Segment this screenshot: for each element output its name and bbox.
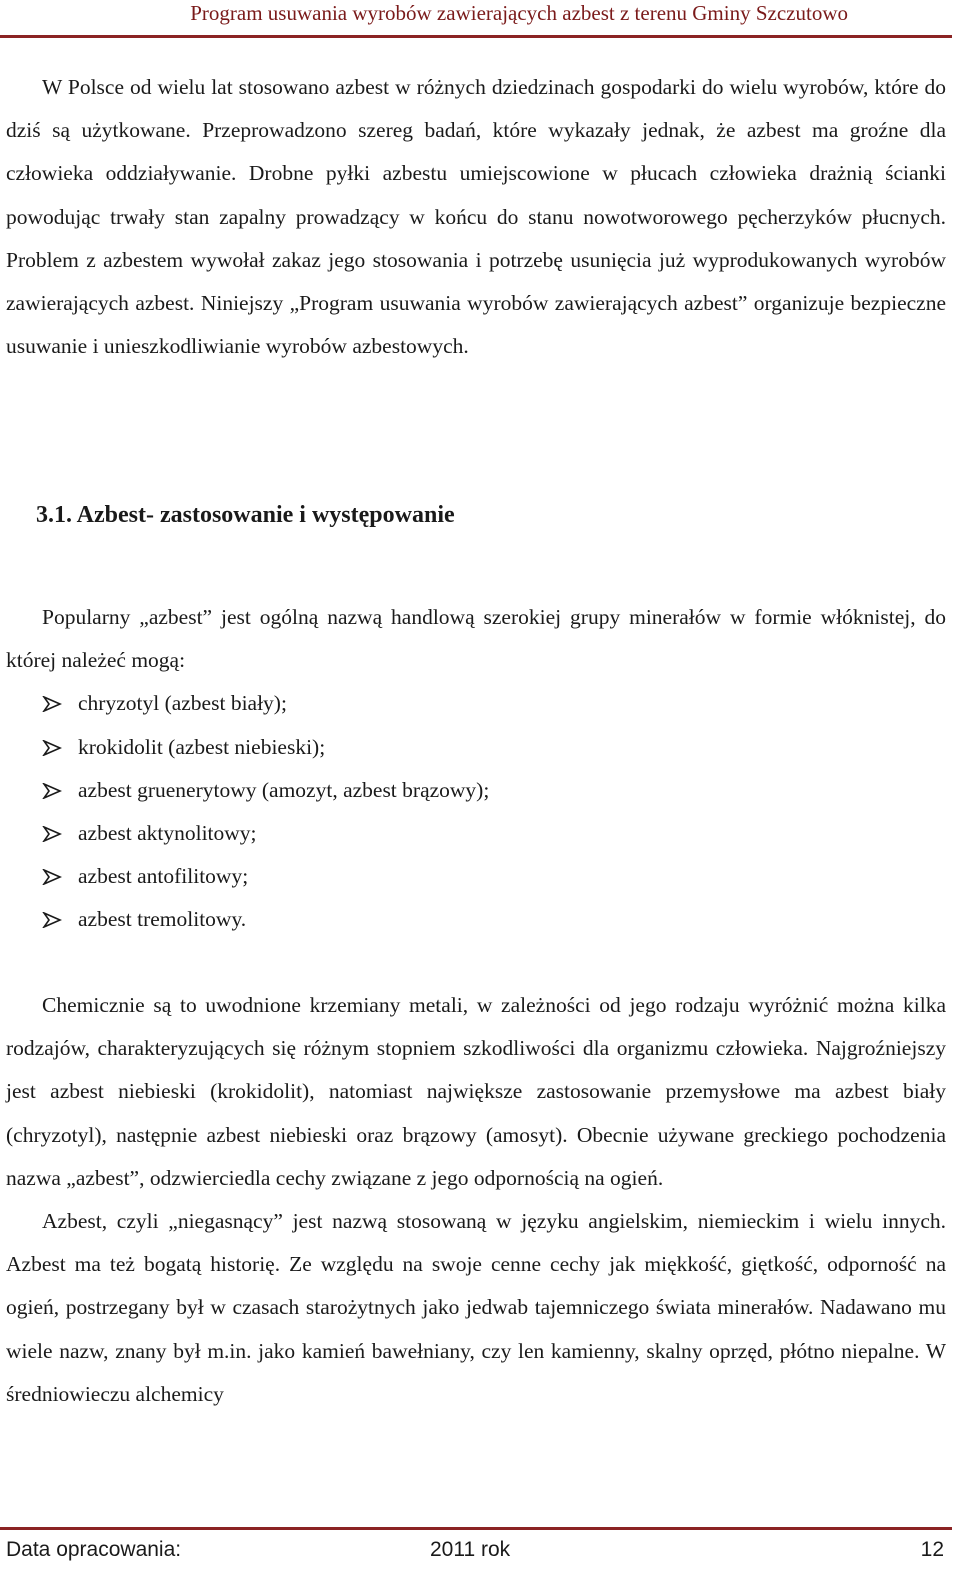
header-rule (0, 35, 952, 38)
chemistry-section (6, 984, 946, 1416)
intro-section (6, 66, 946, 368)
intro-paragraph: W Polsce od wielu lat stosowano azbest w różnych dziedzinach gospodarki do wielu wyrobów, które do dziś są użytkowane. Przeprowadzono szereg badań, które wykazały jednak, że azbest ma groźne dla człowieka oddziaływanie. Drobne pyłki azbestu umiejscowione w płucach człowieka drażnią ścianki powodując trwały stan zapalny prowadzący w końcu do stanu nowotworowego pęcherzyków płucnych. Problem z azbestem wywołał zakaz jego stosowania i potrzebę usunięcia już wyprodukowanych wyrobów zawierających azbest. Niniejszy „Program usuwania wyrobów zawierających azbest” organizuje bezpieczne usuwanie i unieszkodliwianie wyrobów azbestowych. (6, 75, 946, 359)
asbestos-types-list (6, 682, 946, 941)
list-item-label: azbest gruenerytowy (amozyt, azbest brązowy); (78, 777, 490, 802)
page-number: 12 (920, 1538, 944, 1561)
list-item-label: chryzotyl (azbest biały); (78, 691, 287, 716)
arrow-bullet-icon (42, 696, 62, 712)
list-item-label: krokidolit (azbest niebieski); (78, 734, 326, 759)
history-paragraph: Azbest, czyli „niegasnący” jest nazwą stosowaną w języku angielskim, niemieckim i wielu innych. Azbest ma też bogatą historię. Ze względu na swoje cenne cechy jak miękkość, giętkość, odporność na ogień, postrzegany był w czasach starożytnych jako jedwab tajemniczego świata minerałów. Nadawano mu wiele nazw, znany był m.in. jako kamień bawełniany, czy len kamienny, skalny oprzęd, płótno niepalne. W średniowieczu alchemicy (6, 1209, 946, 1406)
arrow-bullet-icon (42, 912, 62, 928)
list-item (6, 769, 946, 812)
header-title: Program usuwania wyrobów zawierających azbest z terenu Gminy Szczutowo (190, 1, 848, 25)
arrow-bullet-icon (42, 783, 62, 799)
list-item-label: azbest tremolitowy. (78, 907, 247, 932)
section-lead-paragraph: Popularny „azbest” jest ogólną nazwą handlową szerokiej grupy minerałów w formie włóknistej, do której należeć mogą: (6, 605, 946, 673)
list-item-label: azbest antofilitowy; (78, 864, 249, 889)
arrow-bullet-icon (42, 740, 62, 756)
section-heading: 3.1. Azbest- zastosowanie i występowanie (36, 502, 455, 528)
list-item (6, 855, 946, 898)
chemistry-paragraph: Chemicznie są to uwodnione krzemiany metali, w zależności od jego rodzaju wyróżnić można kilka rodzajów, charakteryzujących się różnym stopniem szkodliwości dla organizmu człowieka. Najgroźniejszy jest azbest niebieski (krokidolit), natomiast największe zastosowanie przemysłowe ma azbest biały (chryzotyl), następnie azbest niebieski oraz brązowy (amosyt). Obecnie używane greckiego pochodzenia nazwa „azbest”, odzwierciedla cechy związane z jego odpornością na ogień. (6, 993, 946, 1190)
list-item (6, 898, 946, 941)
asbestos-types-section (6, 596, 946, 942)
list-item (6, 682, 946, 725)
footer-rule (0, 1527, 952, 1530)
page-header (0, 0, 960, 30)
page-footer (0, 1536, 952, 1576)
arrow-bullet-icon (42, 869, 62, 885)
arrow-bullet-icon (42, 826, 62, 842)
footer-date-label: Data opracowania: (6, 1538, 182, 1561)
list-item (6, 726, 946, 769)
list-item-label: azbest aktynolitowy; (78, 821, 257, 846)
list-item (6, 812, 946, 855)
footer-year: 2011 rok (430, 1538, 511, 1561)
